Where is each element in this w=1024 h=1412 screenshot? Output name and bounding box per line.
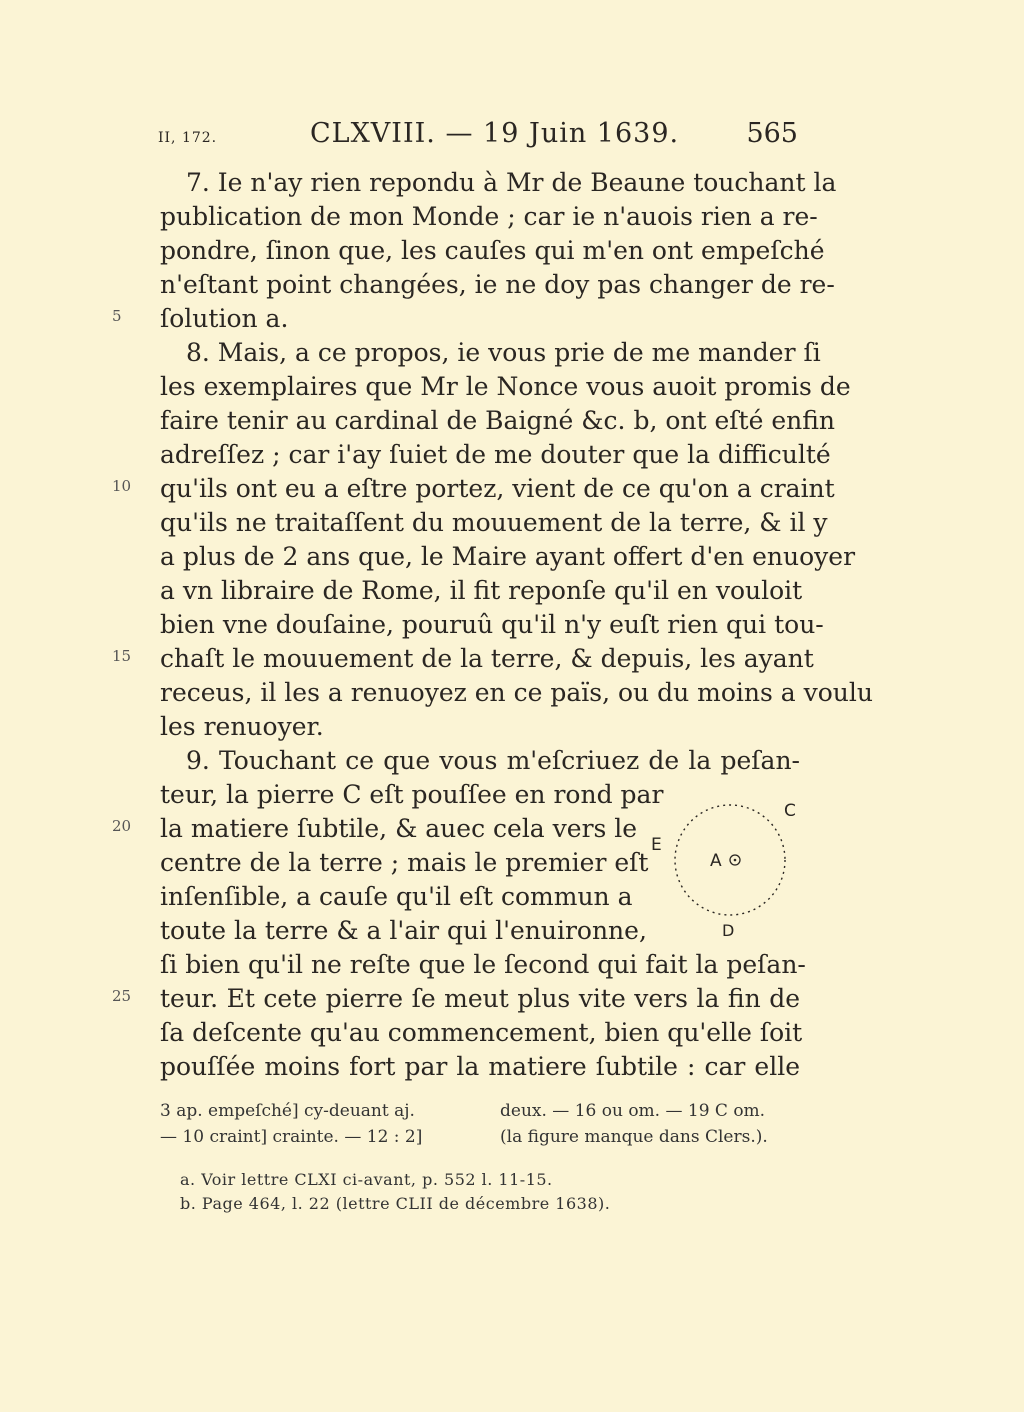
line-number: 15 <box>112 647 132 665</box>
header-reference: II, 172. <box>158 130 218 146</box>
label-e: E <box>651 835 662 855</box>
text-line <box>160 268 835 302</box>
text-line <box>160 642 814 676</box>
line-text: les exemplaires que Mr le Nonce vous auoit promis de <box>160 372 851 401</box>
text-line <box>160 540 856 574</box>
line-number: 20 <box>112 817 132 835</box>
text-line <box>160 1016 803 1050</box>
variant-note-row <box>160 1124 810 1150</box>
variant-note-row <box>160 1098 810 1124</box>
text-line <box>160 914 647 948</box>
text-line <box>160 812 638 846</box>
line-text: ſolution a. <box>160 304 289 333</box>
line-text: chaſt le mouuement de la terre, & depuis, les ayant <box>160 644 814 673</box>
text-line <box>160 200 818 234</box>
text-line <box>160 506 828 540</box>
text-line <box>160 744 800 778</box>
text-line <box>160 1050 800 1084</box>
line-text: 9. Touchant ce que vous m'eſcriuez de la peſan- <box>186 746 800 775</box>
text-line <box>160 302 800 336</box>
line-text: qu'ils ont eu a eſtre portez, vient de ce qu'on a craint <box>160 474 835 503</box>
variant-note-left: — 10 craint] crainte. — 12 : 2] <box>160 1127 423 1147</box>
line-text: pondre, ſinon que, les cauſes qui m'en ont empeſché <box>160 236 825 265</box>
line-text: teur, la pierre C eſt pouſſee en rond par <box>160 780 664 809</box>
text-line <box>160 880 633 914</box>
line-text: 7. Ie n'ay rien repondu à Mr de Beaune touchant la <box>186 168 837 197</box>
line-text: pouſſée moins fort par la matiere ſubtile : car elle <box>160 1052 800 1081</box>
line-text: teur. Et cete pierre ſe meut plus vite vers la fin de <box>160 984 800 1013</box>
text-line <box>160 574 803 608</box>
center-dot <box>734 859 737 862</box>
text-line <box>160 166 837 200</box>
line-text: a vn libraire de Rome, il fit reponſe qu'il en vouloit <box>160 576 803 605</box>
text-line <box>160 472 835 506</box>
text-line <box>160 778 664 812</box>
text-line <box>160 948 806 982</box>
line-text: bien vne douſaine, pouruû qu'il n'y euſt rien qui tou- <box>160 610 824 639</box>
line-text: centre de la terre ; mais le premier eſt <box>160 848 649 877</box>
variant-note-left: 3 ap. empeſché] cy-deuant aj. <box>160 1101 415 1121</box>
label-a: A <box>710 851 722 871</box>
line-text: publication de mon Monde ; car ie n'auois rien a re- <box>160 202 818 231</box>
text-line <box>160 608 824 642</box>
line-text: les renuoyer. <box>160 712 324 741</box>
text-line <box>160 710 800 744</box>
line-text: faire tenir au cardinal de Baigné &c. b, ont eſté enfin <box>160 406 835 435</box>
line-text: a plus de 2 ans que, le Maire ayant offert d'en enuoyer <box>160 542 856 571</box>
page-number: 565 <box>746 118 798 149</box>
variant-notes <box>160 1098 810 1150</box>
line-text: ſi bien qu'il ne reſte que le ſecond qui fait la peſan- <box>160 950 806 979</box>
label-d: D <box>722 921 735 940</box>
text-line <box>160 336 821 370</box>
letter-text <box>160 166 873 1084</box>
line-number: 25 <box>112 987 132 1005</box>
text-line <box>160 676 873 710</box>
footnotes <box>180 1168 820 1216</box>
text-line <box>160 234 825 268</box>
line-number: 5 <box>112 307 122 325</box>
footnote-a: a. Voir lettre CLXI ci-avant, p. 552 l. 11-15. <box>180 1170 553 1189</box>
variant-note-right: deux. — 16 ou om. — 19 C om. <box>500 1101 766 1121</box>
text-line <box>160 438 831 472</box>
circle-diagram <box>650 790 810 940</box>
page-header <box>0 118 1024 158</box>
label-c: C <box>784 801 796 821</box>
text-line <box>160 404 835 438</box>
line-text: ſa deſcente qu'au commencement, bien qu'elle ſoit <box>160 1018 803 1047</box>
text-line <box>160 846 649 880</box>
gravity-figure <box>650 790 810 940</box>
footnote-b: b. Page 464, l. 22 (lettre CLII de décembre 1638). <box>180 1194 611 1213</box>
variant-note-right: (la figure manque dans Clers.). <box>500 1127 768 1147</box>
line-text: toute la terre & a l'air qui l'enuironne, <box>160 916 647 945</box>
line-text: receus, il les a renuoyez en ce païs, ou du moins a voulu <box>160 678 873 707</box>
header-title: CLXVIII. — 19 Juin 1639. <box>310 118 680 149</box>
line-text: qu'ils ne traitaſſent du mouuement de la terre, & il y <box>160 508 828 537</box>
line-text: la matiere ſubtile, & auec cela vers le <box>160 814 638 843</box>
line-text: 8. Mais, a ce propos, ie vous prie de me mander ſi <box>186 338 821 367</box>
line-text: inſenſible, a cauſe qu'il eſt commun a <box>160 882 633 911</box>
text-line <box>160 982 800 1016</box>
line-text: n'eſtant point changées, ie ne doy pas changer de re- <box>160 270 835 299</box>
text-line <box>160 370 851 404</box>
line-number: 10 <box>112 477 132 495</box>
line-text: adreſſez ; car i'ay ſuiet de me douter que la difficulté <box>160 440 831 469</box>
